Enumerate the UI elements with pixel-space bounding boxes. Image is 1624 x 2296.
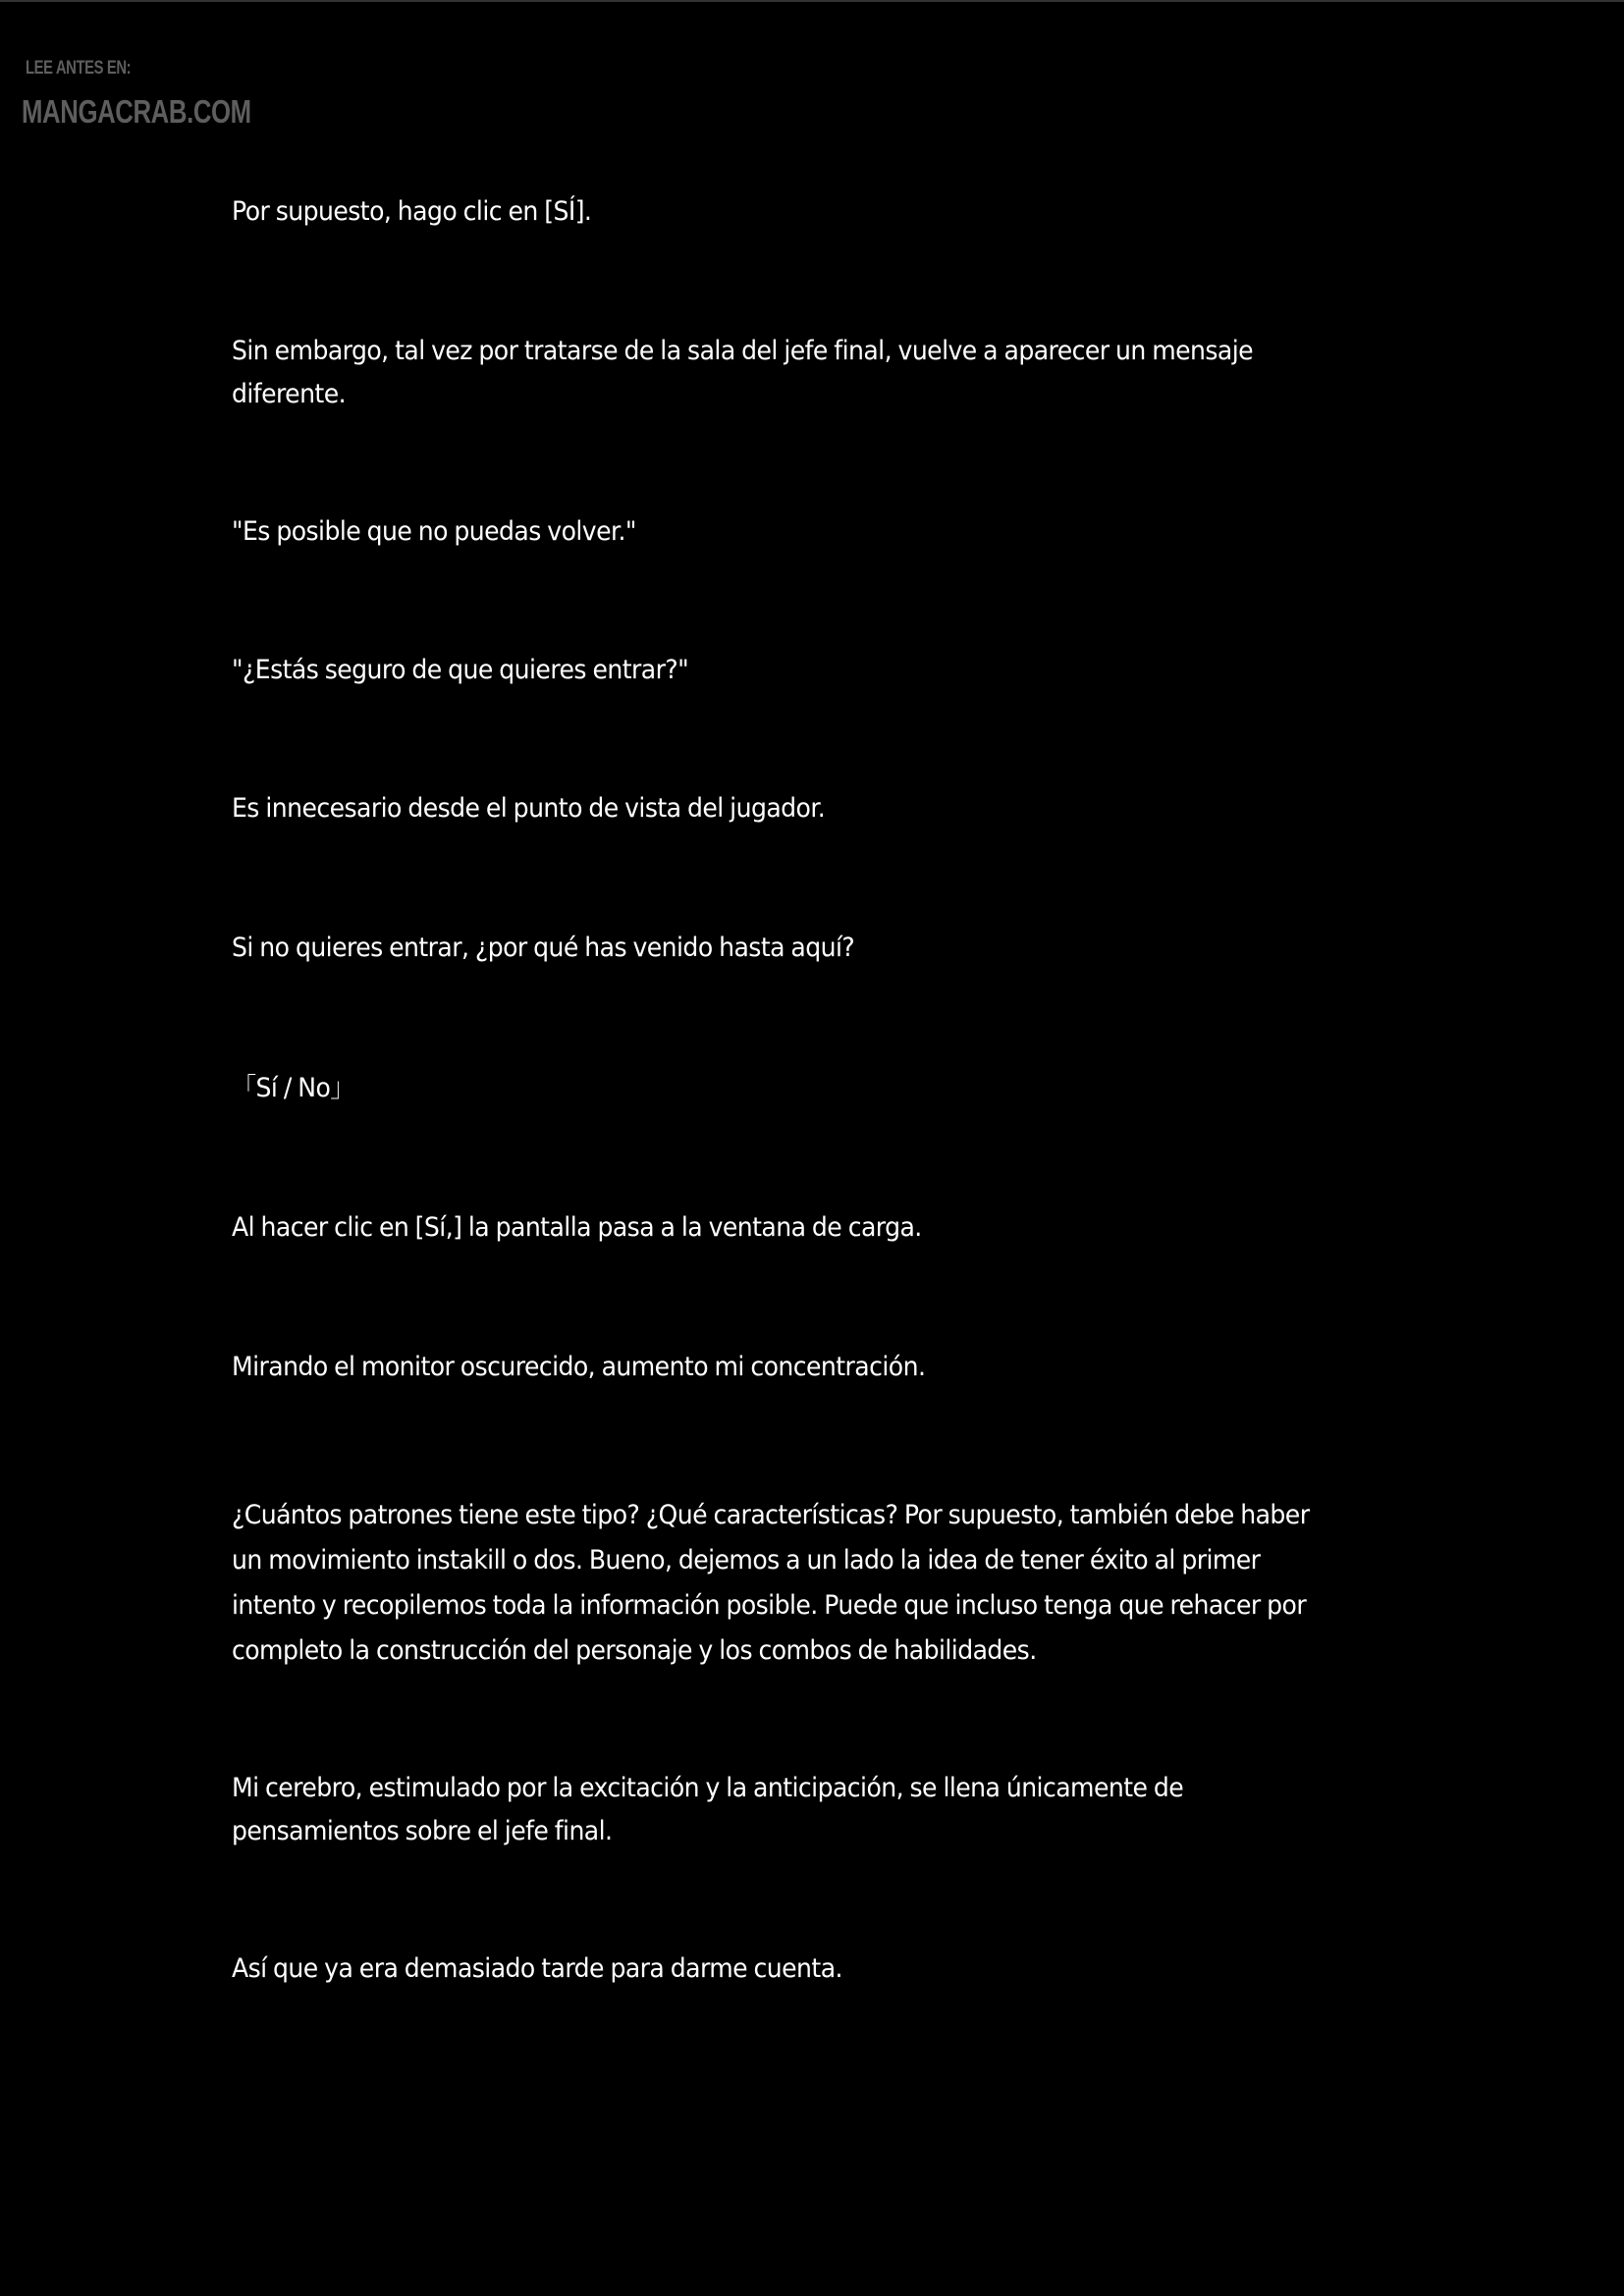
paragraph-4: "¿Estás seguro de que quieres entrar?"	[232, 655, 689, 685]
paragraph-9: Mirando el monitor oscurecido, aumento mi concentración.	[232, 1352, 926, 1382]
paragraph-6: Si no quieres entrar, ¿por qué has venido hasta aquí?	[232, 933, 855, 963]
top-border	[0, 0, 1624, 2]
paragraph-8: Al hacer clic en [Sí,] la pantalla pasa a la ventana de carga.	[232, 1212, 922, 1243]
paragraph-1: Por supuesto, hago clic en [SÍ].	[232, 196, 592, 227]
paragraph-5: Es innecesario desde el punto de vista del jugador.	[232, 793, 826, 824]
paragraph-3: "Es posible que no puedas volver."	[232, 516, 636, 547]
watermark-logo	[22, 57, 257, 132]
watermark-tagline: LEE ANTES EN:	[26, 58, 132, 79]
paragraph-11: Mi cerebro, estimulado por la excitación y la anticipación, se llena únicamente de pensamientos sobre el jefe final.	[232, 1773, 1184, 1846]
paragraph-10: ¿Cuántos patrones tiene este tipo? ¿Qué características? Por supuesto, también debe haber un movimiento instakill o dos. Bueno, dejemos a un lado la idea de tener éxito al primer intento y recopilemos toda la información posible. Puede que incluso tenga que rehacer por completo la construcción del personaje y los combos de habilidades.	[232, 1500, 1310, 1666]
paragraph-12: Así que ya era demasiado tarde para darme cuenta.	[232, 1953, 842, 1984]
paragraph-2: Sin embargo, tal vez por tratarse de la sala del jefe final, vuelve a aparecer un mensaje diferente.	[232, 336, 1254, 409]
paragraph-7: 「Sí / No」	[232, 1073, 354, 1103]
watermark-site: MANGACRAB.COM	[22, 93, 251, 130]
